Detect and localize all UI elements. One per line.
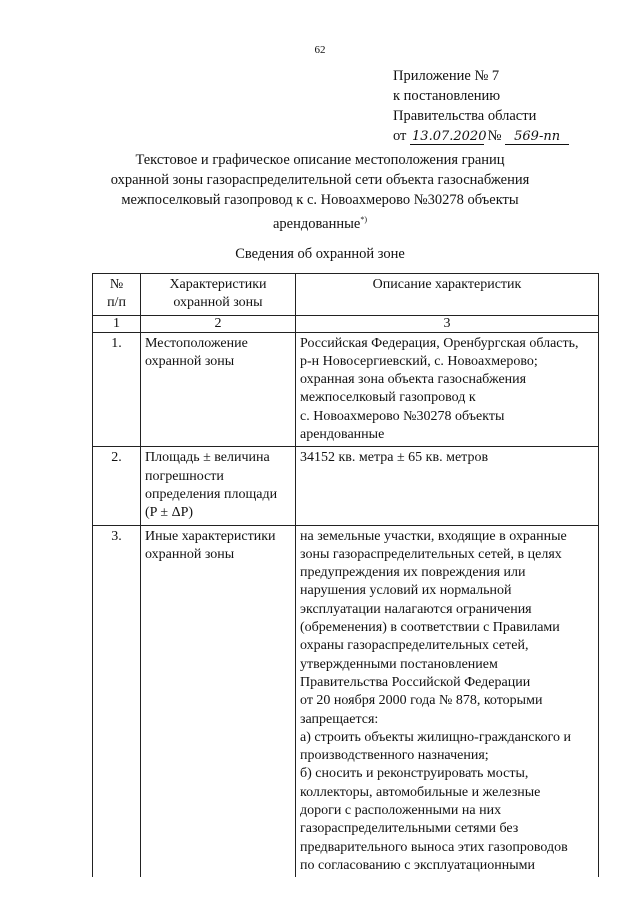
table-header-row: [93, 274, 599, 316]
row-description: [296, 447, 599, 525]
cell-line: (обременения) в соответствии с Правилами: [300, 620, 560, 636]
page-number: 62: [314, 44, 326, 56]
appendix-line-1: Приложение № 7: [393, 68, 500, 84]
title-line-4-wrap: [60, 210, 580, 234]
cell-line: на земельные участки, входящие в охранные: [300, 528, 567, 544]
col-number: 1: [93, 315, 141, 332]
cell-line: утвержденными постановлением: [300, 656, 498, 672]
appendix-line-2: к постановлению: [393, 88, 501, 104]
appendix-line-3: Правительства области: [393, 108, 537, 124]
title-line-1: Текстовое и графическое описание местоположения границ: [135, 152, 505, 168]
cell-line: предупреждения их повреждения или: [300, 565, 526, 581]
title-line-2: охранной зоны газораспределительной сети объекта газоснабжения: [110, 172, 530, 188]
cell-line: Иные характеристики: [145, 528, 276, 544]
header-characteristic-line: Характеристики: [169, 277, 267, 292]
appendix-block: [393, 66, 569, 146]
header-num: [93, 274, 141, 316]
header-characteristic-line: охранной зоны: [173, 295, 263, 311]
cell-line: по согласованию с эксплуатационными: [300, 857, 535, 873]
cell-line: р-н Новосергиевский, с. Новоахмерово;: [300, 353, 538, 369]
cell-line: межпоселковый газопровод к: [300, 390, 476, 406]
cell-line: 34152 кв. метра ± 65 кв. метров: [300, 450, 489, 466]
date-prefix: от: [393, 128, 407, 144]
row-num: 1.: [93, 332, 141, 447]
document-title: [60, 150, 580, 234]
cell-line: запрещается:: [300, 711, 379, 727]
title-line-4: арендованные: [273, 215, 361, 232]
cell-line: арендованные: [300, 427, 385, 443]
cell-line: охраны газораспределительных сетей,: [300, 638, 529, 654]
table-row: [93, 525, 599, 877]
column-number-row: [93, 315, 599, 332]
cell-line: б) сносить и реконструировать мосты,: [300, 766, 529, 782]
cell-line: эксплуатации налагаются ограничения: [300, 601, 532, 617]
table-row: [93, 332, 599, 447]
cell-line: производственного назначения;: [300, 748, 489, 764]
cell-line: а) строить объекты жилищно-гражданского и: [300, 729, 571, 745]
cell-line: дороги с расположенными на них: [300, 803, 502, 819]
title-line-3: межпоселковый газопровод к с. Новоахмерово №30278 объекты: [121, 192, 519, 208]
header-characteristic: [141, 274, 296, 316]
handwritten-number: 569-пп: [505, 130, 569, 145]
row-characteristic: [141, 525, 296, 877]
cell-line: Местоположение: [145, 335, 248, 351]
cell-line: охранной зоны: [145, 546, 235, 562]
row-num: 2.: [93, 447, 141, 525]
cell-line: погрешности: [145, 468, 224, 484]
header-num-line: №: [109, 277, 124, 292]
footnote-mark: *): [360, 215, 367, 224]
cell-line: определения площади: [145, 486, 278, 502]
row-characteristic: [141, 447, 296, 525]
cell-line: газораспределительными сетями без: [300, 821, 519, 837]
col-number: 3: [296, 315, 599, 332]
cell-line: Площадь ± величина: [145, 450, 270, 466]
row-num: 3.: [93, 525, 141, 877]
cell-line: Правительства Российской Федерации: [300, 674, 531, 690]
cell-line: охранная зона объекта газоснабжения: [300, 372, 527, 388]
row-characteristic: [141, 332, 296, 447]
row-description: [296, 332, 599, 447]
header-description: Описание характеристик: [296, 274, 599, 316]
row-description: [296, 525, 599, 877]
number-sign: №: [487, 128, 502, 144]
cell-line: Российская Федерация, Оренбургская область,: [300, 335, 579, 351]
cell-line: нарушения условий их нормальной: [300, 583, 512, 599]
cell-line: от 20 ноября 2000 года № 878, которыми: [300, 693, 543, 709]
cell-line: с. Новоахмерово №30278 объекты: [300, 408, 505, 424]
protection-zone-table: [92, 273, 599, 877]
col-number: 2: [141, 315, 296, 332]
cell-line: (P ± ΔP): [145, 505, 194, 521]
cell-line: предварительного выноса этих газопроводов: [300, 839, 568, 855]
section-subtitle: Сведения об охранной зоне: [235, 246, 405, 262]
appendix-date-line: [393, 126, 569, 146]
cell-line: охранной зоны: [145, 353, 235, 369]
table-row: [93, 447, 599, 525]
handwritten-date: 13.07.2020: [412, 129, 487, 144]
cell-line: коллекторы, автомобильные и железные: [300, 784, 541, 800]
header-num-line: п/п: [107, 295, 126, 311]
cell-line: зоны газораспределительных сетей, в целях: [300, 546, 562, 562]
